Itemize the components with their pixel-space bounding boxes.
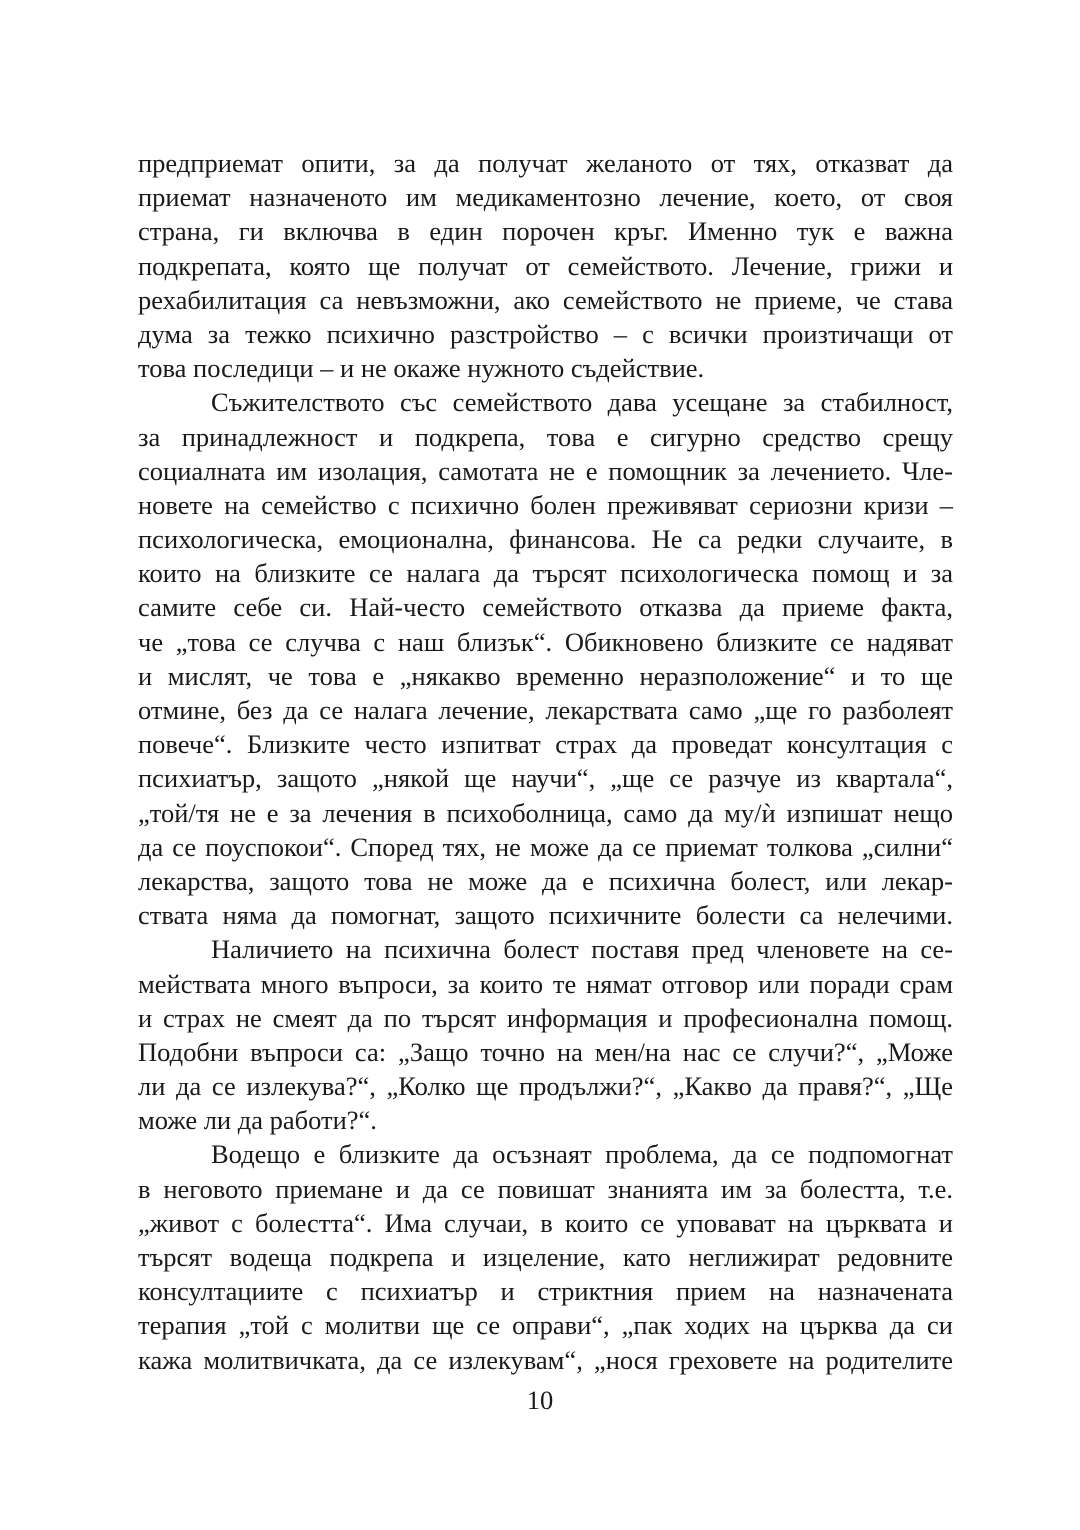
text-line: и страх не смеят да по търсят информация и професионална помощ. xyxy=(138,1002,953,1033)
text-line: ли да се излекува?“, „Колко ще продължи?“, „Какво да правя?“, „Ще xyxy=(138,1071,953,1102)
text-line: това последици – и не окаже нужното съдействие. xyxy=(138,353,705,384)
text-line: кажа молитвичката, да се излекувам“, „нося греховете на родителите xyxy=(138,1344,953,1375)
text-line: самите себе си. Най-често семейството отказва да приеме факта, xyxy=(138,592,953,623)
text-line: Съжителството със семейството дава усещане за стабилност, xyxy=(211,387,953,418)
text-line: приемат назначеното им медикаментозно лечение, което, от своя xyxy=(138,182,953,213)
text-line: че „това се случва с наш близък“. Обикновено близките се надяват xyxy=(138,626,953,657)
text-line: в неговото приемане и да се повишат знанията им за болестта, т.е. xyxy=(138,1173,953,1204)
text-line: за принадлежност и подкрепа, това е сигурно средство срещу xyxy=(138,421,953,452)
text-line: може ли да работи?“. xyxy=(138,1105,377,1136)
text-line: страна, ги включва в един порочен кръг. Именно тук е важна xyxy=(138,216,953,247)
text-line: търсят водеща подкрепа и изцеление, като неглижират редовните xyxy=(138,1242,953,1272)
text-line: да се поуспокои“. Според тях, не може да се приемат толкова „силни“ xyxy=(138,831,953,862)
paragraph-2 xyxy=(138,385,953,932)
text-line: Водещо е близките да осъзнаят проблема, да се подпомогнат xyxy=(211,1139,953,1170)
text-line: предприемат опити, за да получат желаното от тях, отказват да xyxy=(138,148,953,178)
text-line: повече“. Близките често изпитват страх да проведат консултация с xyxy=(138,729,953,760)
paragraph-3 xyxy=(138,932,953,1137)
text-line: които на близките се налага да търсят психологическа помощ и за xyxy=(138,558,953,589)
text-line: социалната им изолация, самотата не е помощник за лечението. Чле- xyxy=(138,455,953,486)
text-line: „той/тя не е за лечения в психоболница, само да му/ѝ изпишат нещо xyxy=(138,797,953,828)
page-number: 10 xyxy=(526,1385,554,1415)
text-line: рехабилитация са невъзможни, ако семейството не приеме, че става xyxy=(138,284,953,315)
text-line: психологическа, емоционална, финансова. Не са редки случаите, в xyxy=(138,524,953,555)
text-line: и мислят, че това е „някакво временно неразположение“ и то ще xyxy=(138,660,953,691)
text-line: ствата няма да помогнат, защото психичните болести са нелечими. xyxy=(138,900,953,931)
paragraph-4 xyxy=(138,1137,953,1376)
text-line: консултациите с психиатър и стриктния прием на назначената xyxy=(138,1276,953,1307)
text-line: новете на семейство с психично болен преживяват сериозни кризи – xyxy=(138,489,953,520)
page-body xyxy=(138,146,953,1377)
text-line: подкрепата, която ще получат от семейството. Лечение, грижи и xyxy=(138,250,953,281)
text-line: мействата много въпроси, за които те нямат отговор или поради срам xyxy=(138,968,953,999)
text-line: „живот с болестта“. Има случаи, в които се уповават на църквата и xyxy=(138,1207,953,1238)
text-line: Подобни въпроси са: „Защо точно на мен/на нас се случи?“, „Може xyxy=(138,1036,953,1067)
text-line: отмине, без да се налага лечение, лекарствата само „ще го разболеят xyxy=(138,695,953,725)
text-line: дума за тежко психично разстройство – с всички произтичащи от xyxy=(138,318,953,349)
text-line: психиатър, защото „някой ще научи“, „ще се разчуе из квартала“, xyxy=(138,763,953,794)
text-line: терапия „той с молитви ще се оправи“, „пак ходих на църква да си xyxy=(138,1310,953,1341)
paragraph-1 xyxy=(138,146,953,385)
text-line: лекарства, защото това не може да е психична болест, или лекар- xyxy=(138,865,953,896)
text-line: Наличието на психична болест поставя пред членовете на се- xyxy=(211,934,953,965)
